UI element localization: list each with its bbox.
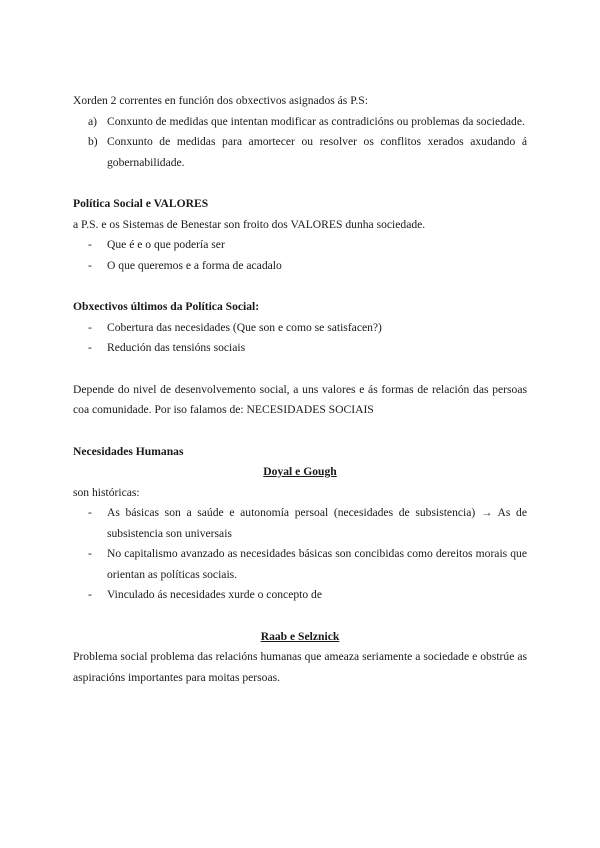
necesidades-list (73, 503, 527, 606)
subheading-raab-selznick: Raab e Selznick (260, 629, 340, 643)
list-item-text: Conxunto de medidas que intentan modificar as contradicións ou problemas da sociedade. (107, 114, 525, 128)
list-item (73, 112, 527, 133)
document-body (73, 91, 527, 688)
list-marker: - (88, 506, 92, 519)
list-marker: b) (88, 135, 98, 148)
section-heading-necesidades: Necesidades Humanas (73, 444, 184, 458)
list-marker: a) (88, 114, 98, 128)
list-item (73, 132, 527, 173)
spacer (73, 359, 527, 380)
list-item (73, 235, 527, 256)
list-item (73, 585, 527, 606)
valores-paragraph: a P.S. e os Sistemas de Benestar son froito dos VALORES dunha sociedade. (73, 217, 426, 231)
list-marker: - (88, 320, 92, 334)
list-item-text: Redución das tensións sociais (107, 341, 246, 354)
alpha-list (73, 112, 527, 174)
valores-list (73, 235, 527, 276)
obxectivos-list (73, 318, 527, 359)
intro-paragraph: Xorden 2 correntes en función dos obxectivos asignados ás P.S: (73, 94, 368, 107)
list-marker: - (88, 588, 92, 601)
list-item-text: Vinculado ás necesidades xurde o concepto de (107, 588, 322, 601)
list-item-text: O que queremos e a forma de acadalo (107, 258, 282, 272)
spacer (73, 606, 527, 627)
list-item-text: Que é e o que podería ser (107, 238, 225, 251)
list-item-text: Conxunto de medidas para amortecer ou resolver os conflitos xerados axudando á gobernabilidade. (107, 135, 527, 169)
subheading-doyal-gough: Doyal e Gough (263, 465, 337, 478)
list-item-text: No capitalismo avanzado as necesidades básicas son concibidas como dereitos morais que orientan as políticas sociais. (107, 547, 527, 581)
list-marker: - (88, 547, 92, 560)
spacer (73, 421, 527, 442)
list-item (73, 338, 527, 359)
list-item-text: Cobertura das necesidades (Que son e como se satisfacen?) (107, 320, 382, 334)
list-item (73, 318, 527, 339)
spacer (73, 276, 527, 297)
list-item-text: As básicas son a saúde e autonomía persoal (necesidades de subsistencia) → As de subsistencia son universais (107, 506, 527, 540)
list-item (73, 503, 527, 544)
depende-paragraph: Depende do nivel de desenvolvemento social, a uns valores e ás formas de relación das persoas coa comunidade. Por iso falamos de: NECESIDADES SOCIAIS (73, 382, 527, 416)
spacer (73, 173, 527, 194)
list-marker: - (88, 341, 92, 354)
list-marker: - (88, 238, 92, 251)
list-item (73, 544, 527, 585)
section-heading-obxectivos: Obxectivos últimos da Política Social: (73, 300, 260, 313)
list-marker: - (88, 258, 92, 272)
section-heading-valores: Política Social e VALORES (73, 197, 209, 210)
necesidades-paragraph: son históricas: (73, 485, 140, 499)
list-item (73, 256, 527, 277)
raab-paragraph: Problema social problema das relacións humanas que ameaza seriamente a sociedade e obstrúe as aspiracións importantes para moitas persoas. (73, 650, 527, 684)
